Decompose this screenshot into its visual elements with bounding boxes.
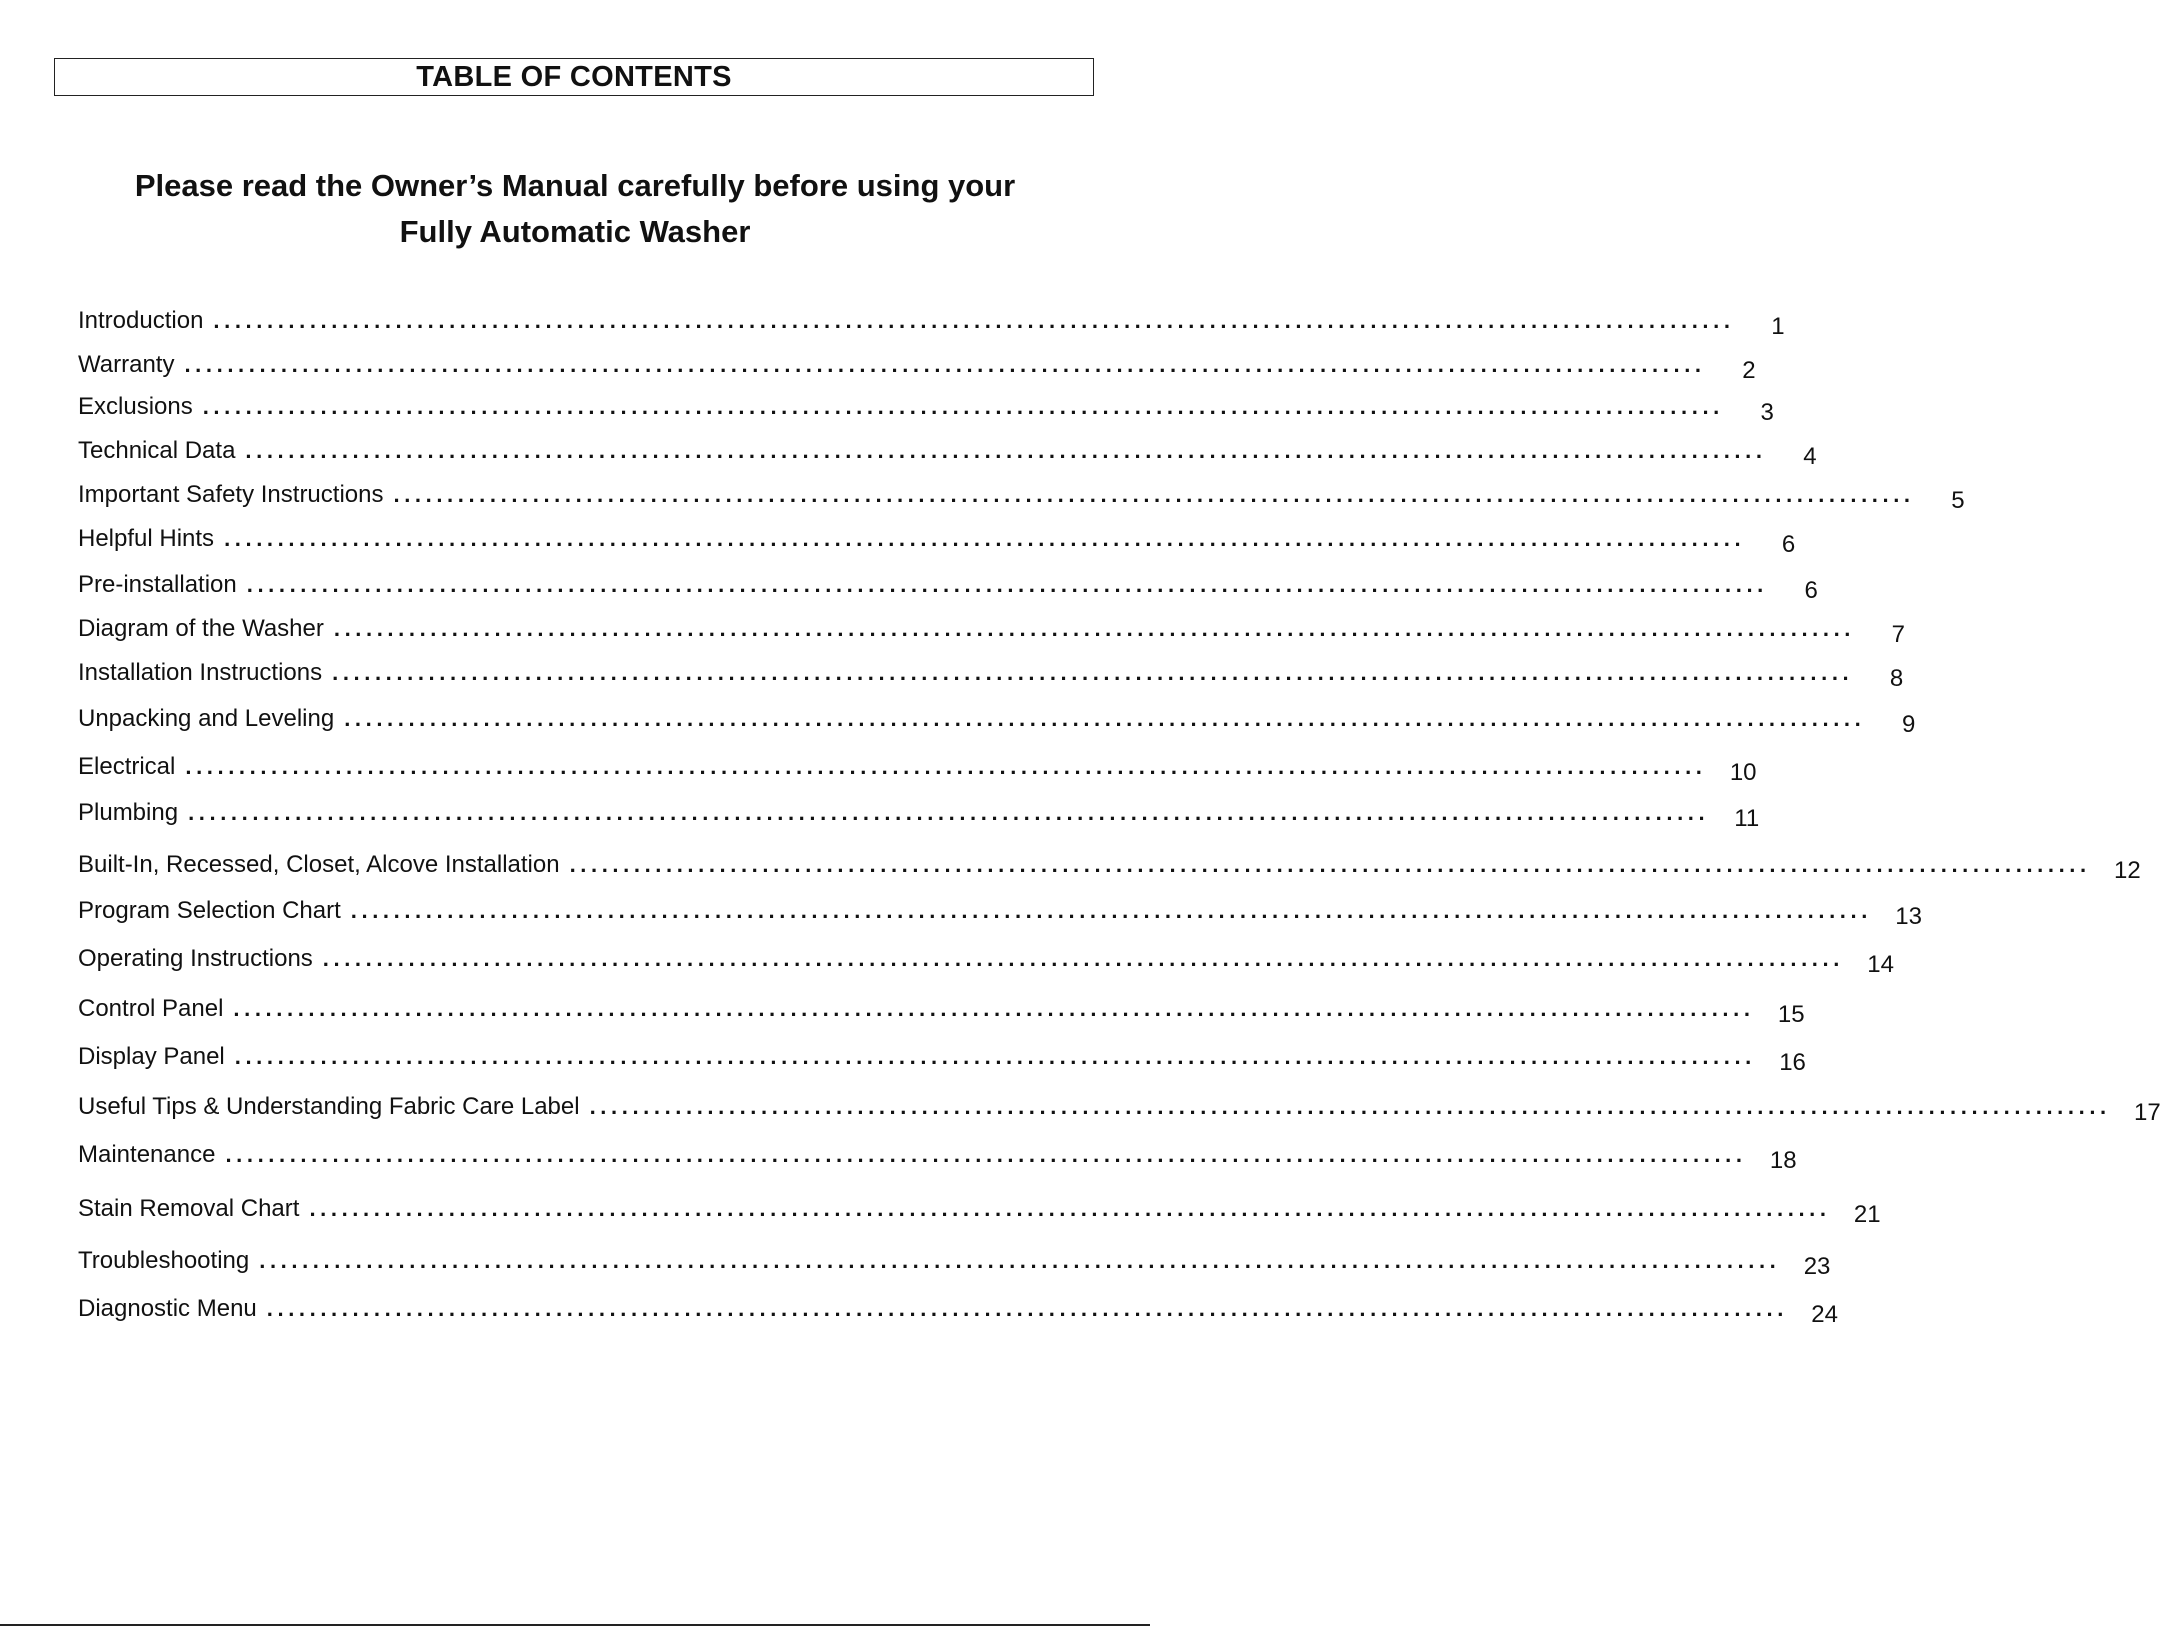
toc-entry-label: Introduction: [78, 307, 204, 334]
toc-entry-label: Pre-installation: [78, 571, 237, 598]
toc-leader-dots: ..............................................................................................................................................: [246, 572, 1768, 597]
toc-leader-dots: ..............................................................................................................................................: [224, 526, 1746, 551]
toc-entry-label: Technical Data: [78, 437, 236, 464]
intro-line-1: Please read the Owner’s Manual carefully before using your: [134, 168, 1016, 203]
toc-entry-page: 11: [1734, 805, 1760, 832]
toc-entry-electrical[interactable]: [78, 752, 1757, 788]
toc-leader-dots: ..............................................................................................................................................: [185, 754, 1707, 779]
toc-entry-important-safety-instructions[interactable]: [78, 480, 1965, 516]
toc-leader-dots: ..............................................................................................................................................: [333, 616, 1856, 641]
toc-entry-page: 1: [1771, 313, 1785, 340]
toc-entry-maintenance[interactable]: [78, 1140, 1797, 1176]
toc-entry-page: 9: [1901, 711, 1916, 738]
toc-entry-useful-tips[interactable]: [78, 1092, 2161, 1128]
intro-heading: [0, 163, 1150, 255]
toc-leader-dots: ..............................................................................................................................................: [184, 352, 1706, 377]
toc-entry-page: 13: [1895, 903, 1922, 930]
toc-entry-label: Useful Tips & Understanding Fabric Care Label: [78, 1093, 580, 1120]
toc-entry-page: 8: [1889, 665, 1904, 692]
toc-entry-page: 10: [1729, 759, 1757, 786]
toc-leader-dots: ..............................................................................................................................................: [266, 1296, 1788, 1321]
toc-entry-label: Troubleshooting: [78, 1247, 250, 1274]
toc-entry-page: 7: [1891, 621, 1906, 648]
toc-entry-label: Warranty: [78, 351, 175, 378]
toc-entry-page: 18: [1769, 1147, 1797, 1174]
toc-entry-page: 4: [1803, 443, 1817, 470]
intro-line-2: Fully Automatic Washer: [399, 214, 751, 249]
toc-entry-label: Control Panel: [78, 995, 224, 1022]
toc-entry-page: 17: [2134, 1099, 2161, 1126]
toc-entry-page: 6: [1781, 531, 1796, 558]
toc-entry-page: 12: [2114, 857, 2141, 884]
page-title: TABLE OF CONTENTS: [54, 58, 1094, 96]
toc-entry-operating-instructions[interactable]: [78, 944, 1894, 980]
toc-entry-page: 2: [1742, 357, 1756, 384]
toc-entry-label: Diagnostic Menu: [78, 1295, 257, 1322]
toc-leader-dots: ..............................................................................................................................................: [350, 898, 1872, 923]
toc-leader-dots: ..............................................................................................................................................: [202, 394, 1724, 419]
toc-leader-dots: ..............................................................................................................................................: [309, 1196, 1831, 1221]
bottom-divider: [0, 1624, 1150, 1626]
toc-entry-page: 14: [1867, 951, 1894, 978]
toc-entry-built-in-installation[interactable]: [78, 850, 2141, 886]
toc-entry-exclusions[interactable]: [78, 392, 1774, 428]
toc-leader-dots: ..............................................................................................................................................: [225, 1142, 1747, 1167]
toc-leader-dots: ..............................................................................................................................................: [332, 660, 1854, 685]
toc-entry-page: 21: [1853, 1201, 1881, 1228]
toc-entry-page: 16: [1779, 1049, 1806, 1076]
toc-leader-dots: ..............................................................................................................................................: [344, 706, 1866, 731]
toc-entry-page: 5: [1951, 487, 1965, 514]
toc-entry-label: Unpacking and Leveling: [78, 705, 335, 732]
toc-entry-label: Display Panel: [78, 1043, 225, 1070]
toc-entry-diagram-of-the-washer[interactable]: [78, 614, 1906, 650]
toc-leader-dots: ..............................................................................................................................................: [569, 852, 2091, 877]
toc-entry-label: Operating Instructions: [78, 945, 313, 972]
toc-entry-installation-instructions[interactable]: [78, 658, 1904, 694]
toc-leader-dots: ..............................................................................................................................................: [213, 308, 1735, 333]
toc-entry-label: Exclusions: [78, 393, 193, 420]
toc-leader-dots: ..............................................................................................................................................: [589, 1094, 2111, 1119]
toc-leader-dots: ..............................................................................................................................................: [188, 800, 1710, 825]
toc-entry-page: 6: [1804, 577, 1818, 604]
toc-entry-helpful-hints[interactable]: [78, 524, 1796, 560]
toc-entry-label: Installation Instructions: [78, 659, 323, 686]
toc-entry-unpacking-and-leveling[interactable]: [78, 704, 1916, 740]
toc-leader-dots: ..............................................................................................................................................: [234, 1044, 1756, 1069]
toc-leader-dots: ..............................................................................................................................................: [322, 946, 1844, 971]
toc-entry-plumbing[interactable]: [78, 798, 1760, 834]
toc-entry-program-selection-chart[interactable]: [78, 896, 1922, 932]
toc-entry-label: Maintenance: [78, 1141, 216, 1168]
toc-entry-display-panel[interactable]: [78, 1042, 1806, 1078]
toc-entry-label: Program Selection Chart: [78, 897, 341, 924]
toc-entry-warranty[interactable]: [78, 350, 1756, 386]
toc-entry-label: Diagram of the Washer: [78, 615, 324, 642]
toc-entry-label: Stain Removal Chart: [78, 1195, 300, 1222]
toc-entry-label: Built-In, Recessed, Closet, Alcove Installation: [78, 851, 560, 878]
toc-entry-pre-installation[interactable]: [78, 570, 1818, 606]
toc-leader-dots: ..............................................................................................................................................: [233, 996, 1755, 1021]
toc-leader-dots: ..............................................................................................................................................: [259, 1248, 1781, 1273]
toc-entry-page: 23: [1803, 1253, 1831, 1280]
toc-entry-label: Electrical: [78, 753, 176, 780]
toc-entry-diagnostic-menu[interactable]: [78, 1294, 1838, 1330]
toc-leader-dots: ..............................................................................................................................................: [393, 482, 1915, 507]
toc-entry-label: Important Safety Instructions: [78, 481, 384, 508]
toc-entry-label: Plumbing: [78, 799, 179, 826]
toc-entry-control-panel[interactable]: [78, 994, 1805, 1030]
toc-entry-stain-removal-chart[interactable]: [78, 1194, 1881, 1230]
toc-entry-page: 24: [1811, 1301, 1838, 1328]
toc-entry-technical-data[interactable]: [78, 436, 1817, 472]
toc-entry-page: 3: [1760, 399, 1774, 426]
toc-entry-page: 15: [1777, 1001, 1805, 1028]
toc-entry-introduction[interactable]: [78, 306, 1785, 342]
toc-entry-troubleshooting[interactable]: [78, 1246, 1831, 1282]
toc-entry-label: Helpful Hints: [78, 525, 215, 552]
toc-leader-dots: ..............................................................................................................................................: [245, 438, 1767, 463]
